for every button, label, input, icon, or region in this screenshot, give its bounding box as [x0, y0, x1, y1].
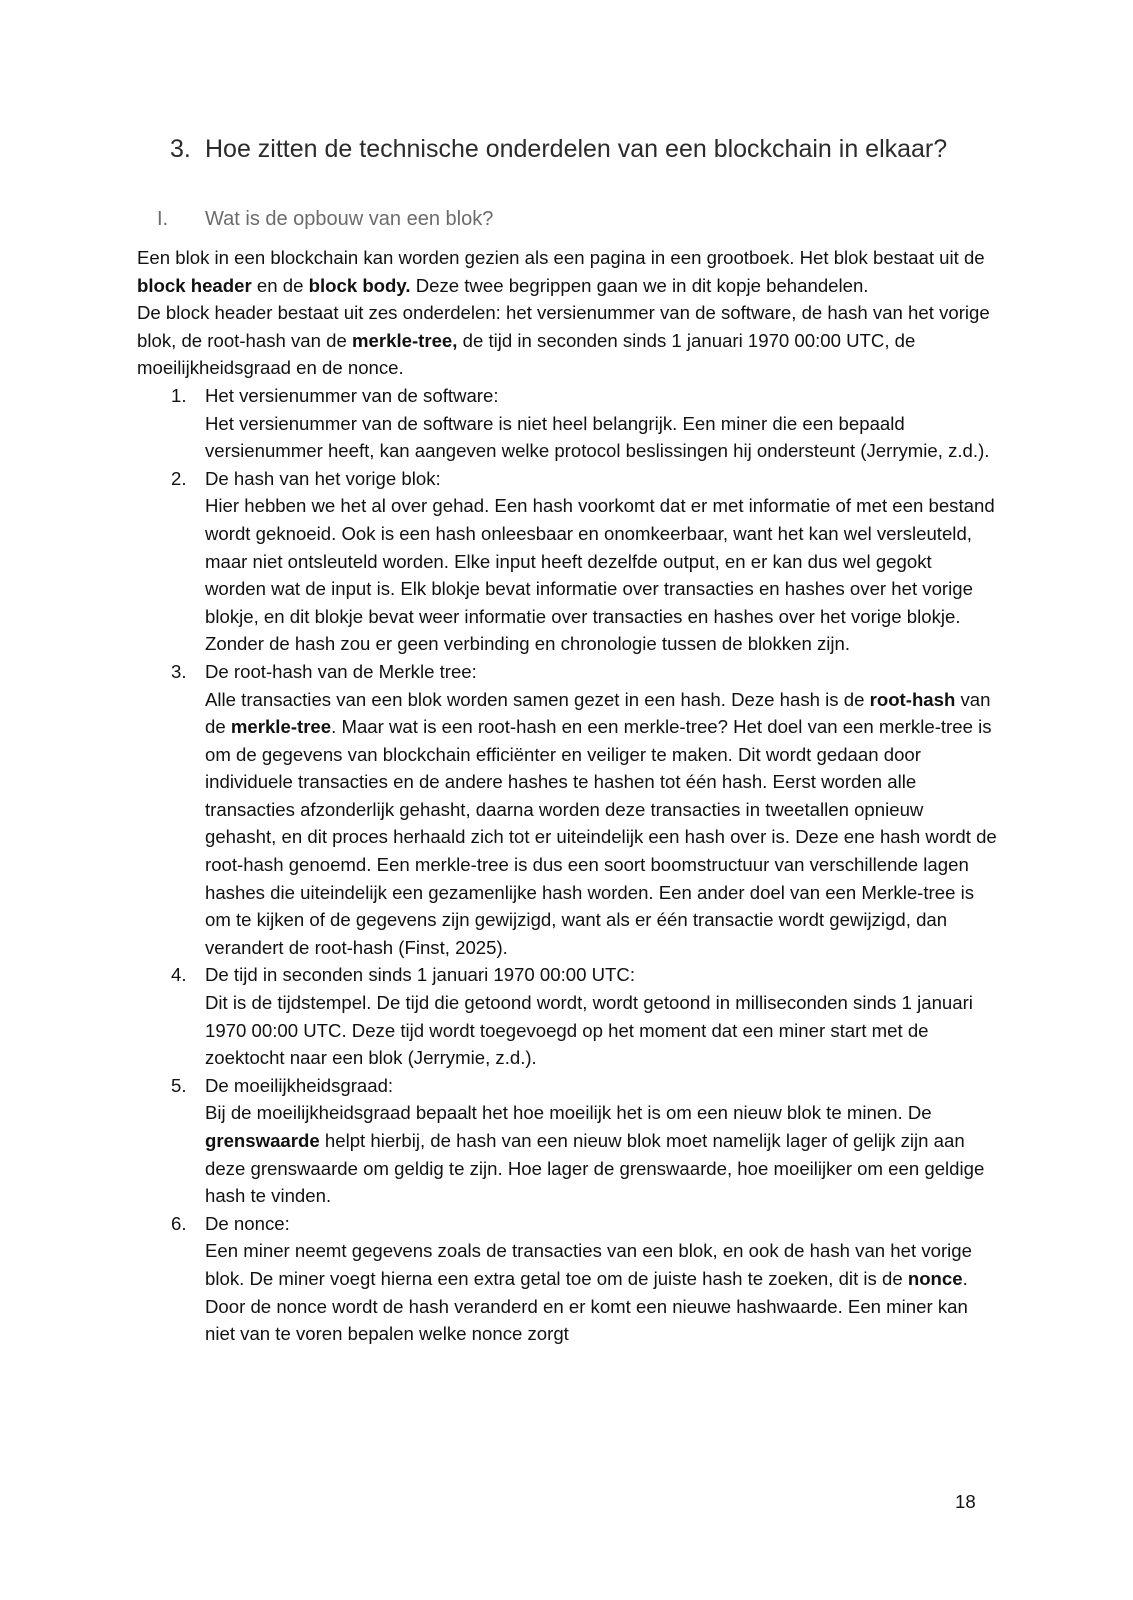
term-block-header: block header [137, 274, 252, 296]
section-heading-text: Hoe zitten de technische onderdelen van een blockchain in elkaar? [205, 135, 948, 163]
list-item-title: De nonce: [205, 1212, 290, 1234]
list-item-text: Alle transacties van een blok worden samen gezet in een hash. Deze hash is de root-hash van de merkle-tree. Maar wat is een root-hash en een merkle-tree? Het doel van een merkle-tree is om de gegevens van blockchain efficiënter en veiliger te maken. Dit wordt gedaan door individuele transacties en de andere hashes te hashen tot één hash. Eerst worden alle transacties afzonderlijk gehasht, daarna worden deze transacties in tweetallen opnieuw gehasht, en dit proces herhaald zich tot er uiteindelijk een hash over is. Deze ene hash wordt de root-hash genoemd. Een merkle-tree is dus een soort boomstructuur van verschillende lagen hashes die uiteindelijk een gezamenlijke hash worden. Een ander doel van een Merkle-tree is om te kijken of de gegevens zijn gewijzigd, want als er één transactie wordt gewijzigd, dan verandert de root-hash (Finst, 2025). [205, 688, 997, 958]
term-merkle-tree: merkle-tree, [352, 329, 458, 351]
body-text [137, 244, 997, 1348]
list-item-number: 3. [171, 660, 187, 682]
list-item-number: 6. [171, 1212, 187, 1234]
header-parts-paragraph: De block header bestaat uit zes onderdelen: het versienummer van de software, de hash van het vorige blok, de root-hash van de merkle-tree, de tijd in seconden sinds 1 januari 1970 00:00 UTC, de moeilijkheidsgraad en de nonce. [137, 302, 990, 379]
list-item-text: Dit is de tijdstempel. De tijd die getoond wordt, wordt getoond in milliseconden sinds 1 januari 1970 00:00 UTC. Deze tijd wordt toegevoegd op het moment dat een miner start met de zoektocht naar een blok (Jerrymie, z.d.). [205, 992, 973, 1069]
list-item-text: Bij de moeilijkheidsgraad bepaalt het hoe moeilijk het is om een nieuw blok te minen. De grenswaarde helpt hierbij, de hash van een nieuw blok moet namelijk lager of gelijk zijn aan deze grenswaarde om geldig te zijn. Hoe lager de grenswaarde, hoe moeilijker om een geldige hash te vinden. [205, 1102, 985, 1207]
subsection-heading-text: Wat is de opbouw van een blok? [205, 208, 494, 230]
subsection-heading-number: I. [157, 208, 169, 230]
list-item-title: De tijd in seconden sinds 1 januari 1970 00:00 UTC: [205, 964, 635, 986]
list-item-title: De root-hash van de Merkle tree: [205, 660, 477, 682]
list-item-text: Hier hebben we het al over gehad. Een hash voorkomt dat er met informatie of met een bestand wordt geknoeid. Ook is een hash onleesbaar en onomkeerbaar, want het kan wel versleuteld, maar niet ontsleuteld worden. Elke input heeft dezelfde output, en er kan dus wel gegokt worden wat de input is. Elk blokje bevat informatie over transacties en hashes over het vorige blokje, en dit blokje bevat weer informatie over transacties en hashes over het vorige blokje. Zonder de hash zou er geen verbinding en chronologie tussen de blokken zijn. [205, 495, 995, 655]
list-item-title: Het versienummer van de software: [205, 384, 499, 406]
term-root-hash: root-hash [869, 688, 956, 710]
list-item-title: De moeilijkheidsgraad: [205, 1074, 394, 1096]
list-item [137, 382, 997, 465]
list-item [137, 465, 997, 658]
term-merkle-tree: merkle-tree [230, 716, 332, 738]
list-item [137, 1210, 997, 1348]
list-item-number: 4. [171, 964, 187, 986]
header-parts-list [137, 382, 997, 1348]
list-item-number: 2. [171, 467, 187, 489]
list-item-number: 5. [171, 1074, 187, 1096]
term-block-body: block body. [308, 274, 411, 296]
term-grenswaarde: grenswaarde [205, 1130, 320, 1151]
list-item-text: Het versienummer van de software is niet heel belangrijk. Een miner die een bepaald versienummer heeft, kan aangeven welke protocol beslissingen hij ondersteunt (Jerrymie, z.d.). [205, 412, 990, 462]
intro-paragraph: Een blok in een blockchain kan worden gezien als een pagina in een grootboek. Het blok bestaat uit de block header en de block body. Deze twee begrippen gaan we in dit kopje behandelen. [137, 247, 985, 296]
list-item [137, 658, 997, 962]
section-heading-number: 3. [170, 135, 191, 163]
list-item-number: 1. [171, 384, 187, 406]
list-item-text: Een miner neemt gegevens zoals de transacties van een blok, en ook de hash van het vorige blok. De miner voegt hierna een extra getal toe om de juiste hash te zoeken, dit is de nonce. Door de nonce wordt de hash veranderd en er komt een nieuwe hashwaarde. Een miner kan niet van te voren bepalen welke nonce zorgt [205, 1240, 972, 1345]
page-number: 18 [955, 1491, 976, 1512]
list-item [137, 961, 997, 1071]
term-nonce: nonce [907, 1267, 963, 1289]
list-item-title: De hash van het vorige blok: [205, 467, 441, 489]
list-item [137, 1072, 997, 1210]
